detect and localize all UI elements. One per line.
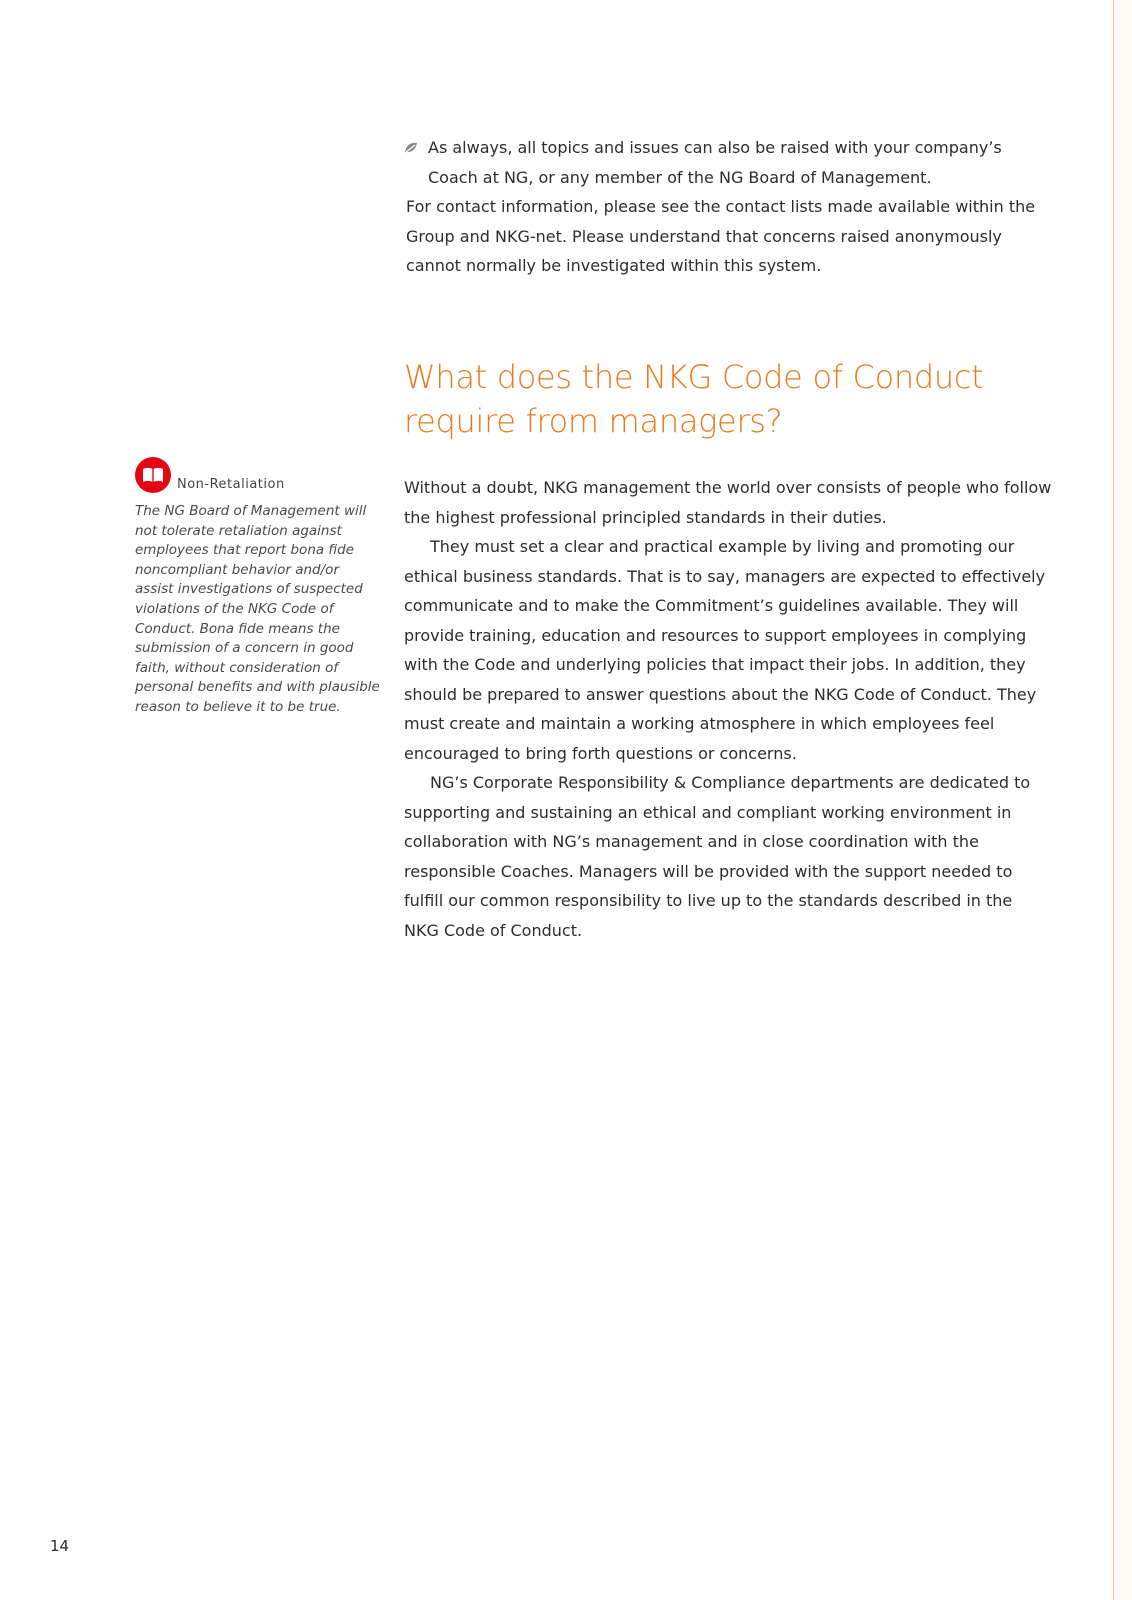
- sidebar-note: [135, 455, 380, 718]
- page-number: 14: [50, 1537, 70, 1555]
- page-edge: [1114, 0, 1132, 1600]
- leaf-bullet-icon: [404, 141, 418, 155]
- page-edge-line: [1113, 0, 1114, 1600]
- bullet-item: [404, 133, 1052, 192]
- sidebar-title: Non-Retaliation: [177, 477, 285, 492]
- sidebar-header: [135, 455, 380, 493]
- section-body: [404, 473, 1052, 945]
- bullet-text: As always, all topics and issues can also be raised with your company’s Coach at NG, or any member of the NG Board of Management.: [428, 138, 1002, 187]
- body-paragraph: NG’s Corporate Responsibility & Compliance departments are dedicated to supporting and sustaining an ethical and compliant working environment in collaboration with NG’s management and in close coordination with the responsible Coaches. Managers will be provided with the support needed to fulfill our common responsibility to live up to the standards described in the NKG Code of Conduct.: [404, 773, 1031, 940]
- book-badge: [135, 457, 171, 493]
- sidebar-body: The NG Board of Management will not tolerate retaliation against employees that report bona fide noncompliant behavior and/or assist investigations of suspected violations of the NKG Code of Conduct. Bona fide means the submission of a concern in good faith, without consideration of personal benefits and with plausible reason to believe it to be true.: [135, 503, 380, 715]
- contact-paragraph: For contact information, please see the contact lists made available within the Group and NKG-net. Please understand that concerns raised anonymously cannot normally be investigated within this system.: [406, 197, 1036, 275]
- intro-block: [404, 133, 1052, 281]
- book-icon: [142, 466, 164, 484]
- body-paragraph: They must set a clear and practical example by living and promoting our ethical business standards. That is to say, managers are expected to effectively communicate and to make the Commitment’s guidelines available. They will provide training, education and resources to support employees in complying with the Code and underlying policies that impact their jobs. In addition, they should be prepared to answer questions about the NKG Code of Conduct. They must create and maintain a working atmosphere in which employees feel encouraged to bring forth questions or concerns.: [404, 537, 1046, 763]
- body-paragraph: Without a doubt, NKG management the world over consists of people who follow the highest professional principled standards in their duties.: [404, 478, 1052, 527]
- section-heading: What does the NKG Code of Conduct require from managers?: [404, 358, 984, 440]
